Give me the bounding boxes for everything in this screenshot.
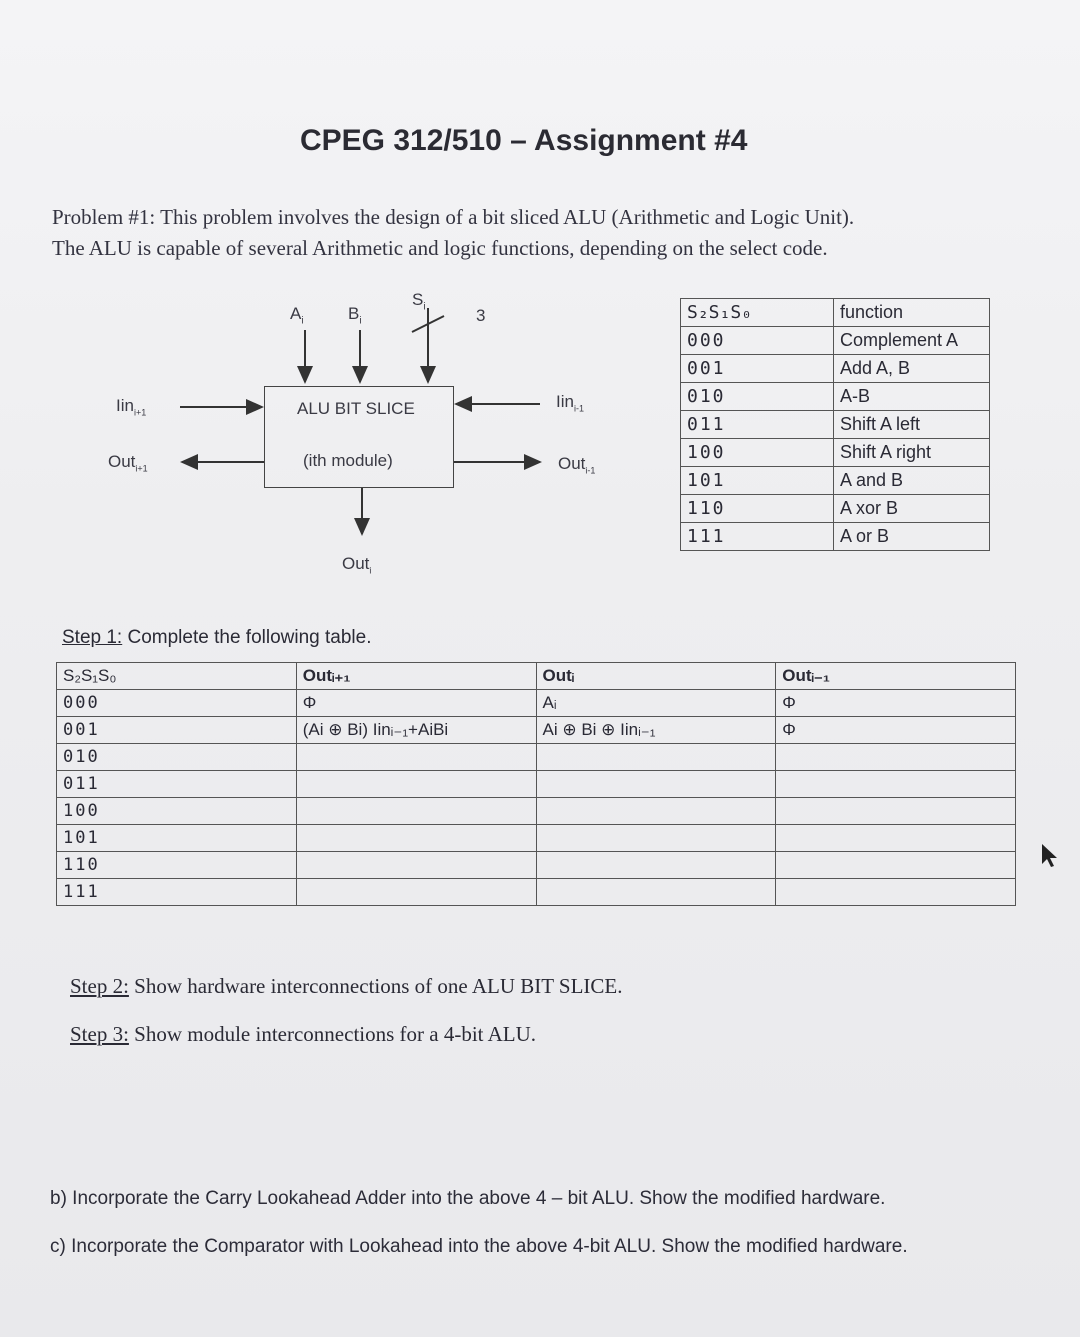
step1-out-prev-cell: Φ bbox=[776, 690, 1016, 717]
step2 bbox=[70, 974, 623, 999]
input-a-label: $A_i$ bbox=[290, 304, 304, 327]
part-b: b) Incorporate the Carry Lookahead Adder into the above 4 – bit ALU. Show the modified hardware. bbox=[50, 1188, 886, 1209]
alu-bit-slice-box bbox=[264, 386, 454, 488]
step1-table-row bbox=[57, 717, 1016, 744]
function-code-cell: 111 bbox=[681, 523, 834, 551]
part-c: c) Incorporate the Comparator with Lookahead into the above 4-bit ALU. Show the modified hardware. bbox=[50, 1236, 908, 1257]
alu-box-title: ALU BIT SLICE bbox=[297, 399, 415, 418]
step1-out-i-cell: Aᵢ bbox=[536, 690, 776, 717]
step1-table-row bbox=[57, 879, 1016, 906]
function-table-row bbox=[681, 327, 990, 355]
step1-text: Complete the following table. bbox=[122, 627, 372, 648]
step1-out-prev-cell bbox=[776, 825, 1016, 852]
step1-header-out-next: Outᵢ₊₁ bbox=[296, 663, 536, 690]
step1-out-next-cell bbox=[296, 879, 536, 906]
step1-out-prev-cell bbox=[776, 771, 1016, 798]
function-name-cell: A or B bbox=[834, 523, 990, 551]
function-name-cell: Add A, B bbox=[834, 355, 990, 383]
function-table-row bbox=[681, 495, 990, 523]
function-code-cell: 011 bbox=[681, 411, 834, 439]
function-code-cell: 110 bbox=[681, 495, 834, 523]
function-code-cell: 101 bbox=[681, 467, 834, 495]
step1-code-cell: 110 bbox=[57, 852, 297, 879]
step3-text: Show module interconnections for a 4-bit ALU. bbox=[128, 1022, 537, 1046]
step1-out-prev-cell bbox=[776, 744, 1016, 771]
step2-label: Step 2: bbox=[70, 974, 129, 998]
step1-table-row bbox=[57, 825, 1016, 852]
step1-out-next-cell bbox=[296, 825, 536, 852]
step1-out-prev-cell bbox=[776, 798, 1016, 825]
step1-code-cell: 010 bbox=[57, 744, 297, 771]
out-right-label: Out$_{i-1}$ bbox=[558, 454, 596, 476]
out-left-label: Out$_{i+1}$ bbox=[108, 452, 148, 474]
step1-table-row bbox=[57, 744, 1016, 771]
step1-heading bbox=[62, 627, 371, 649]
step1-out-next-cell bbox=[296, 771, 536, 798]
function-table-row bbox=[681, 439, 990, 467]
lin-left-label: Iin$_{i+1}$ bbox=[116, 396, 147, 418]
step1-code-cell: 100 bbox=[57, 798, 297, 825]
step1-table-row bbox=[57, 798, 1016, 825]
function-code-cell: 001 bbox=[681, 355, 834, 383]
step1-header-code: S₂S₁S₀ bbox=[57, 663, 297, 690]
function-name-cell: A xor B bbox=[834, 495, 990, 523]
function-table-header-function: function bbox=[834, 299, 990, 327]
step1-code-cell: 111 bbox=[57, 879, 297, 906]
out-bottom-label: Out$_i$ bbox=[342, 554, 372, 576]
select-label: $S_i$ bbox=[412, 290, 426, 313]
step1-code-cell: 001 bbox=[57, 717, 297, 744]
alu-diagram bbox=[100, 290, 640, 590]
step1-out-i-cell bbox=[536, 879, 776, 906]
function-name-cell: Shift A left bbox=[834, 411, 990, 439]
function-name-cell: Complement A bbox=[834, 327, 990, 355]
step1-out-prev-cell bbox=[776, 879, 1016, 906]
function-name-cell: A-B bbox=[834, 383, 990, 411]
step1-out-next-cell bbox=[296, 744, 536, 771]
step1-code-cell: 000 bbox=[57, 690, 297, 717]
step1-table bbox=[56, 662, 1016, 906]
mouse-cursor-icon bbox=[1040, 842, 1060, 873]
alu-box-subtitle: (ith module) bbox=[303, 451, 393, 470]
function-table-row bbox=[681, 383, 990, 411]
function-table-header bbox=[681, 299, 990, 327]
step1-out-next-cell: Φ bbox=[296, 690, 536, 717]
function-table-row bbox=[681, 411, 990, 439]
step1-out-next-cell: (Ai ⊕ Bi) Iinᵢ₋₁+AiBi bbox=[296, 717, 536, 744]
step1-out-prev-cell: Φ bbox=[776, 717, 1016, 744]
function-table-header-code: S₂S₁S₀ bbox=[681, 299, 834, 327]
function-name-cell: A and B bbox=[834, 467, 990, 495]
step1-out-next-cell bbox=[296, 798, 536, 825]
step1-out-i-cell: Ai ⊕ Bi ⊕ Iinᵢ₋₁ bbox=[536, 717, 776, 744]
problem-line-1: Problem #1: This problem involves the design of a bit sliced ALU (Arithmetic and Logic Unit). bbox=[52, 205, 855, 229]
step1-out-i-cell bbox=[536, 744, 776, 771]
step1-out-i-cell bbox=[536, 771, 776, 798]
step1-table-header bbox=[57, 663, 1016, 690]
function-code-cell: 000 bbox=[681, 327, 834, 355]
step1-header-out-prev: Outᵢ₋₁ bbox=[776, 663, 1016, 690]
function-name-cell: Shift A right bbox=[834, 439, 990, 467]
step1-code-cell: 101 bbox=[57, 825, 297, 852]
step1-code-cell: 011 bbox=[57, 771, 297, 798]
step3-label: Step 3: bbox=[70, 1022, 129, 1046]
lin-right-label: Iin$_{i-1}$ bbox=[556, 392, 584, 414]
step3 bbox=[70, 1022, 536, 1047]
step1-table-row bbox=[57, 852, 1016, 879]
function-table-row bbox=[681, 355, 990, 383]
step1-out-i-cell bbox=[536, 852, 776, 879]
function-code-cell: 100 bbox=[681, 439, 834, 467]
step1-table-row bbox=[57, 690, 1016, 717]
input-b-label: $B_i$ bbox=[348, 304, 362, 327]
problem-line-2: The ALU is capable of several Arithmetic and logic functions, depending on the select code. bbox=[52, 236, 828, 260]
step1-out-prev-cell bbox=[776, 852, 1016, 879]
function-table-row bbox=[681, 523, 990, 551]
select-width-label: 3 bbox=[476, 306, 486, 325]
step1-header-out-i: Outᵢ bbox=[536, 663, 776, 690]
function-table-row bbox=[681, 467, 990, 495]
function-table bbox=[680, 298, 990, 551]
step1-table-row bbox=[57, 771, 1016, 798]
step1-label: Step 1: bbox=[62, 627, 123, 648]
step1-out-i-cell bbox=[536, 798, 776, 825]
step1-out-next-cell bbox=[296, 852, 536, 879]
step2-text: Show hardware interconnections of one ALU BIT SLICE. bbox=[128, 974, 623, 998]
step1-out-i-cell bbox=[536, 825, 776, 852]
page-title: CPEG 312/510 – Assignment #4 bbox=[300, 124, 748, 157]
function-code-cell: 010 bbox=[681, 383, 834, 411]
